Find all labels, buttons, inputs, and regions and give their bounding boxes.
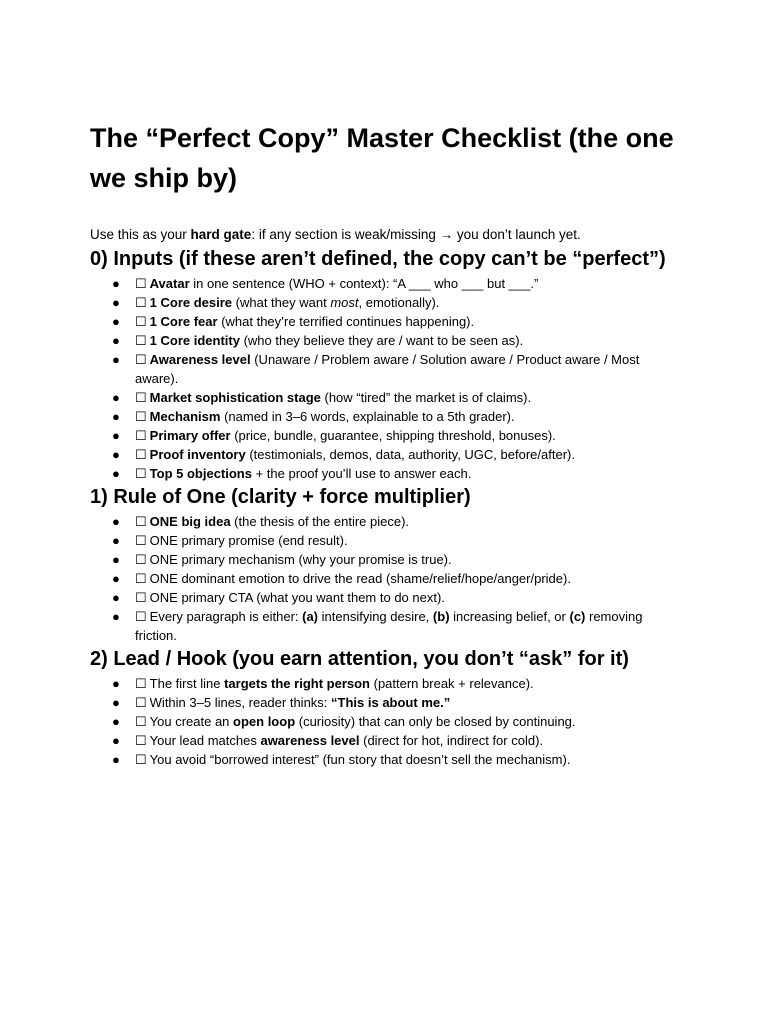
item-label-text: (curiosity) that can only be closed by continuing.	[295, 714, 576, 729]
checkbox-icon[interactable]: ☐	[135, 295, 147, 310]
item-label-bold: Awareness level	[149, 352, 251, 367]
item-label-bold: “This is about me.”	[331, 695, 451, 710]
item-label-text: The first line	[149, 676, 225, 691]
checklist-item	[90, 350, 680, 388]
item-label-bold: Top 5 objections	[149, 466, 252, 481]
item-label-text: (who they believe they are / want to be seen as).	[239, 333, 524, 348]
item-label-text: (price, bundle, guarantee, shipping threshold, bonuses).	[230, 428, 556, 443]
checkbox-icon[interactable]: ☐	[135, 714, 147, 729]
item-label-text: increasing belief, or	[449, 609, 570, 624]
checklist-item	[90, 464, 680, 483]
checkbox-icon[interactable]: ☐	[135, 752, 147, 767]
intro-text-post: : if any section is weak/missing → you don’t launch yet.	[251, 227, 581, 242]
checkbox-icon[interactable]: ☐	[135, 676, 147, 691]
checkbox-icon[interactable]: ☐	[135, 333, 147, 348]
checklist-item	[90, 293, 680, 312]
checklist-item	[90, 407, 680, 426]
checklist-item	[90, 674, 680, 693]
item-label-bold: open loop	[233, 714, 296, 729]
item-label-text: (the thesis of the entire piece).	[230, 514, 410, 529]
checklist-inputs	[90, 274, 708, 483]
item-label-text: (pattern break + relevance).	[370, 676, 534, 691]
item-label-text: (direct for hot, indirect for cold).	[359, 733, 544, 748]
checkbox-icon[interactable]: ☐	[135, 695, 147, 710]
section-heading-rule-of-one: 1) Rule of One (clarity + force multiplier)	[90, 486, 471, 508]
bullet-icon: ●	[112, 276, 120, 291]
checkbox-icon[interactable]: ☐	[135, 533, 147, 548]
item-label-text: (how “tired” the market is of claims).	[320, 390, 532, 405]
bullet-icon: ●	[112, 590, 120, 605]
bullet-icon: ●	[112, 571, 120, 586]
item-label-bold: (b)	[432, 609, 450, 624]
checklist-item	[90, 731, 680, 750]
item-label-bold: Avatar	[149, 276, 190, 291]
checklist-item	[90, 512, 680, 531]
checklist-item	[90, 426, 680, 445]
bullet-icon: ●	[112, 409, 120, 424]
bullet-icon: ●	[112, 714, 120, 729]
checklist-item	[90, 531, 680, 550]
checkbox-icon[interactable]: ☐	[135, 428, 147, 443]
bullet-icon: ●	[112, 352, 120, 367]
section-heading-inputs: 0) Inputs (if these aren’t defined, the copy can’t be “perfect”)	[90, 248, 666, 270]
item-label-bold: Mechanism	[149, 409, 221, 424]
intro-paragraph	[90, 225, 708, 245]
item-label-text: Your lead matches	[149, 733, 261, 748]
document-title: The “Perfect Copy” Master Checklist (the one we ship by)	[90, 123, 674, 193]
checkbox-icon[interactable]: ☐	[135, 571, 147, 586]
item-label-text: Within 3–5 lines, reader thinks:	[149, 695, 332, 710]
bullet-icon: ●	[112, 695, 120, 710]
bullet-icon: ●	[112, 533, 120, 548]
item-label-text: (named in 3–6 words, explainable to a 5th grader).	[220, 409, 515, 424]
item-label-text: + the proof you’ll use to answer each.	[251, 466, 472, 481]
bullet-icon: ●	[112, 447, 120, 462]
checkbox-icon[interactable]: ☐	[135, 276, 147, 291]
bullet-icon: ●	[112, 752, 120, 767]
item-label-text: (what they want	[232, 295, 331, 310]
checkbox-icon[interactable]: ☐	[135, 514, 147, 529]
item-label-text: You create an	[149, 714, 234, 729]
checklist-item	[90, 693, 680, 712]
bullet-icon: ●	[112, 390, 120, 405]
item-label-text: Every paragraph is either:	[149, 609, 303, 624]
item-label-text: (testimonials, demos, data, authority, UGC, before/after).	[245, 447, 575, 462]
item-label-text: You avoid “borrowed interest” (fun story that doesn’t sell the mechanism).	[149, 752, 571, 767]
item-label-bold: Market sophistication stage	[149, 390, 321, 405]
checkbox-icon[interactable]: ☐	[135, 466, 147, 481]
bullet-icon: ●	[112, 676, 120, 691]
checklist-item	[90, 712, 680, 731]
bullet-icon: ●	[112, 295, 120, 310]
checklist-item	[90, 607, 680, 645]
item-label-bold: (c)	[569, 609, 586, 624]
checkbox-icon[interactable]: ☐	[135, 447, 147, 462]
bullet-icon: ●	[112, 733, 120, 748]
checklist-item	[90, 274, 680, 293]
checklist-item	[90, 569, 680, 588]
item-label-bold: (a)	[302, 609, 319, 624]
bullet-icon: ●	[112, 428, 120, 443]
intro-text-pre: Use this as your	[90, 227, 191, 242]
intro-text-bold: hard gate	[190, 227, 252, 242]
item-label-bold: ONE big idea	[149, 514, 231, 529]
bullet-icon: ●	[112, 609, 120, 624]
checklist-rule-of-one	[90, 512, 708, 645]
checkbox-icon[interactable]: ☐	[135, 590, 147, 605]
bullet-icon: ●	[112, 314, 120, 329]
item-label-text: (what they’re terrified continues happening).	[217, 314, 475, 329]
item-label-text: ONE dominant emotion to drive the read (shame/relief/hope/anger/pride).	[149, 571, 571, 586]
item-label-text: in one sentence (WHO + context): “A ___ who ___ but ___.”	[189, 276, 539, 291]
item-label-bold: 1 Core identity	[149, 333, 240, 348]
checkbox-icon[interactable]: ☐	[135, 552, 147, 567]
item-label-bold: 1 Core fear	[149, 314, 218, 329]
checklist-item	[90, 750, 680, 769]
bullet-icon: ●	[112, 514, 120, 529]
item-label-text: ONE primary CTA (what you want them to do next).	[149, 590, 445, 605]
checklist-item	[90, 550, 680, 569]
item-label-bold: Primary offer	[149, 428, 231, 443]
checklist-lead-hook	[90, 674, 708, 769]
item-label-text: (Unaware / Problem aware / Solution aware / Product aware / Most aware).	[135, 352, 640, 386]
item-label-bold: Proof inventory	[149, 447, 246, 462]
checkbox-icon[interactable]: ☐	[135, 409, 147, 424]
item-label-bold: targets the right person	[224, 676, 370, 691]
checklist-item	[90, 588, 680, 607]
item-label-text: ONE primary promise (end result).	[149, 533, 348, 548]
checkbox-icon[interactable]: ☐	[135, 733, 147, 748]
item-label-text: , emotionally).	[358, 295, 440, 310]
checkbox-icon[interactable]: ☐	[135, 390, 147, 405]
checklist-item	[90, 388, 680, 407]
bullet-icon: ●	[112, 466, 120, 481]
item-label-text: intensifying desire,	[318, 609, 433, 624]
checkbox-icon[interactable]: ☐	[135, 609, 147, 624]
item-label-bold: awareness level	[260, 733, 360, 748]
checklist-item	[90, 331, 680, 350]
section-heading-lead-hook: 2) Lead / Hook (you earn attention, you don’t “ask” for it)	[90, 648, 629, 670]
item-label-italic: most	[330, 295, 359, 310]
checkbox-icon[interactable]: ☐	[135, 352, 147, 367]
item-label-text: removing friction.	[135, 609, 643, 643]
item-label-bold: 1 Core desire	[149, 295, 233, 310]
bullet-icon: ●	[112, 552, 120, 567]
bullet-icon: ●	[112, 333, 120, 348]
checklist-item	[90, 312, 680, 331]
checklist-item	[90, 445, 680, 464]
item-label-text: ONE primary mechanism (why your promise is true).	[149, 552, 452, 567]
checkbox-icon[interactable]: ☐	[135, 314, 147, 329]
